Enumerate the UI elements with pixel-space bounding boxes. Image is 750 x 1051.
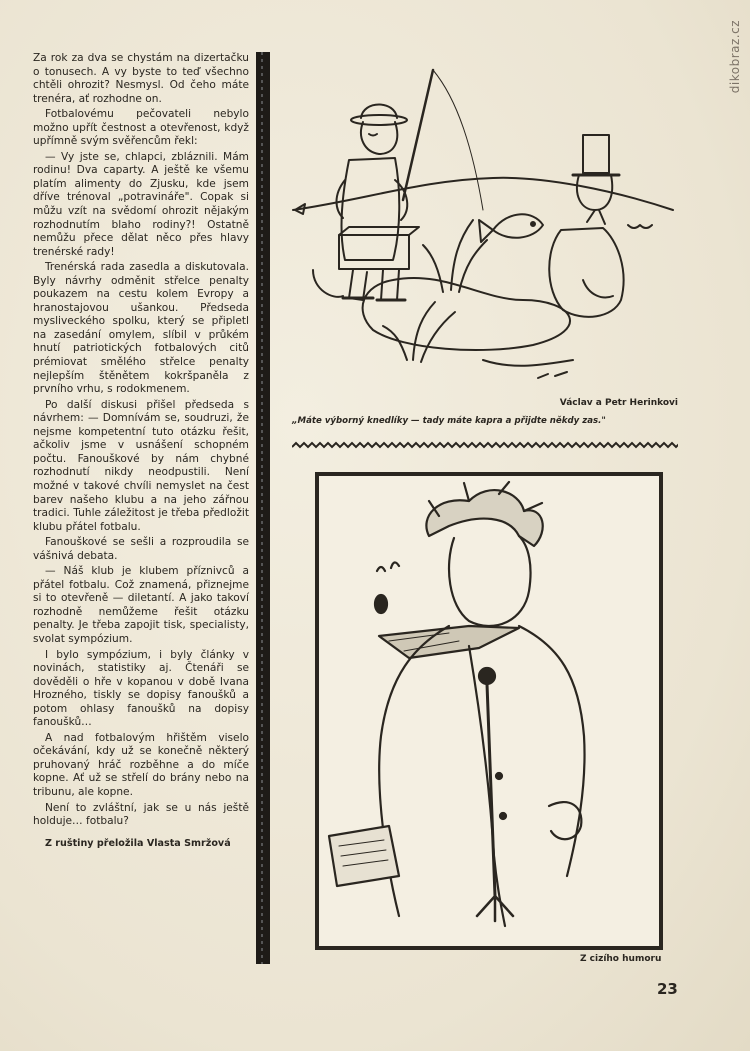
article-paragraph: — Náš klub je klubem příznivců a přátel fotbalu. Což znamená, přiznejme si to otevřeně — diletantí. A jako takoví rozhodně nemůžeme řešit otázku penalty. Je třeba zapojit tisk, specialisty, svolat sympózium.: [33, 565, 249, 645]
zigzag-divider: [292, 441, 678, 451]
cartoon-frame: [315, 472, 663, 950]
article-paragraph: Po další diskusi přišel předseda s návrhem: — Domnívám se, soudruzi, že nejsme kompetentní tuto otázku řešit, ačkoliv jsme v usnášení schopném počtu. Fanouškové by nám chybné rozhodnutí nikdy neodpustili. Není možné v takové chvíli nemyslet na čest barev našeho klubu a na jeho zářnou tradici. Tuhle záležitost je třeba předložit klubu přátel fotbalu.: [33, 398, 249, 533]
article-paragraph: — Vy jste se, chlapci, zbláznili. Mám rodinu! Dva caparty. A ještě ke všemu platím alimenty do Zjusku, kde jsem dříve trénoval „potravináře". Copak si můžu vzít na svědomí ohrozit nějakým rozhodnutím blaho rodiny?! Ostatně nemůžu přece dělat něco přes hlavy trenérské rady!: [33, 150, 249, 258]
translator-credit: Z ruštiny přeložila Vlasta Smržová: [45, 837, 231, 849]
article-paragraph: Za rok za dva se chystám na dizertačku o tonusech. A vy byste to teď všechno chtěli ohrozit? Nesmysl. Od čeho máte trenéra, ať rozhodne on.: [33, 52, 249, 105]
article-column: [33, 52, 249, 850]
fishing-cartoon: [283, 60, 683, 390]
article-paragraph: Fotbalovému pečovateli nebylo možno upřít čestnost a otevřenost, když upřímně svým svěřencům řekl:: [33, 108, 249, 148]
article-paragraph: Fanouškové se sešli a rozproudila se vášnivá debata.: [33, 536, 249, 562]
page-number: 23: [657, 980, 678, 998]
column-divider: [256, 52, 270, 964]
cartoon-artists: Václav a Petr Herinkovi: [559, 398, 678, 408]
article-paragraph: A nad fotbalovým hřištěm viselo očekávání, kdy už se konečně některý pruhovaný hráč rozběhne a do míče kopne. Ať už se střelí do brány nebo na tribunu, ale kopne.: [33, 731, 249, 798]
article-paragraph: Není to zvláštní, jak se u nás ještě holduje… fotbalu?: [33, 801, 249, 828]
watermark: dikobraz.cz: [728, 20, 742, 94]
article-paragraph: I bylo sympózium, i byly články v novinách, statistiky aj. Čtenáři se dověděli o hře v kopanou v době Ivana Hrozného, tiskly se dopisy fanoušků a potom ohlasy fanoušků na dopisy fanoušků…: [33, 648, 249, 729]
article-paragraph: Trenérská rada zasedla a diskutovala. Byly návrhy odměnit střelce penalty poukazem na cestu kolem Evropy a hranostajovou ušankou. Předseda mysliveckého spolku, který se připletl na zasedání omylem, slíbil v průkém hnutí patriotických fotbalových citů prémiovat smělého střelce penalty nejlepším štěnětem kokršpaněla z prvního vrhu, s rodokmenem.: [33, 261, 249, 396]
speaker-cartoon: [319, 476, 659, 946]
cartoon-caption-bottom: Z cizího humoru: [580, 954, 662, 964]
cartoon-caption-top: „Máte výborný knedlíky — tady máte kapra a přijdte někdy zas.": [292, 416, 606, 426]
